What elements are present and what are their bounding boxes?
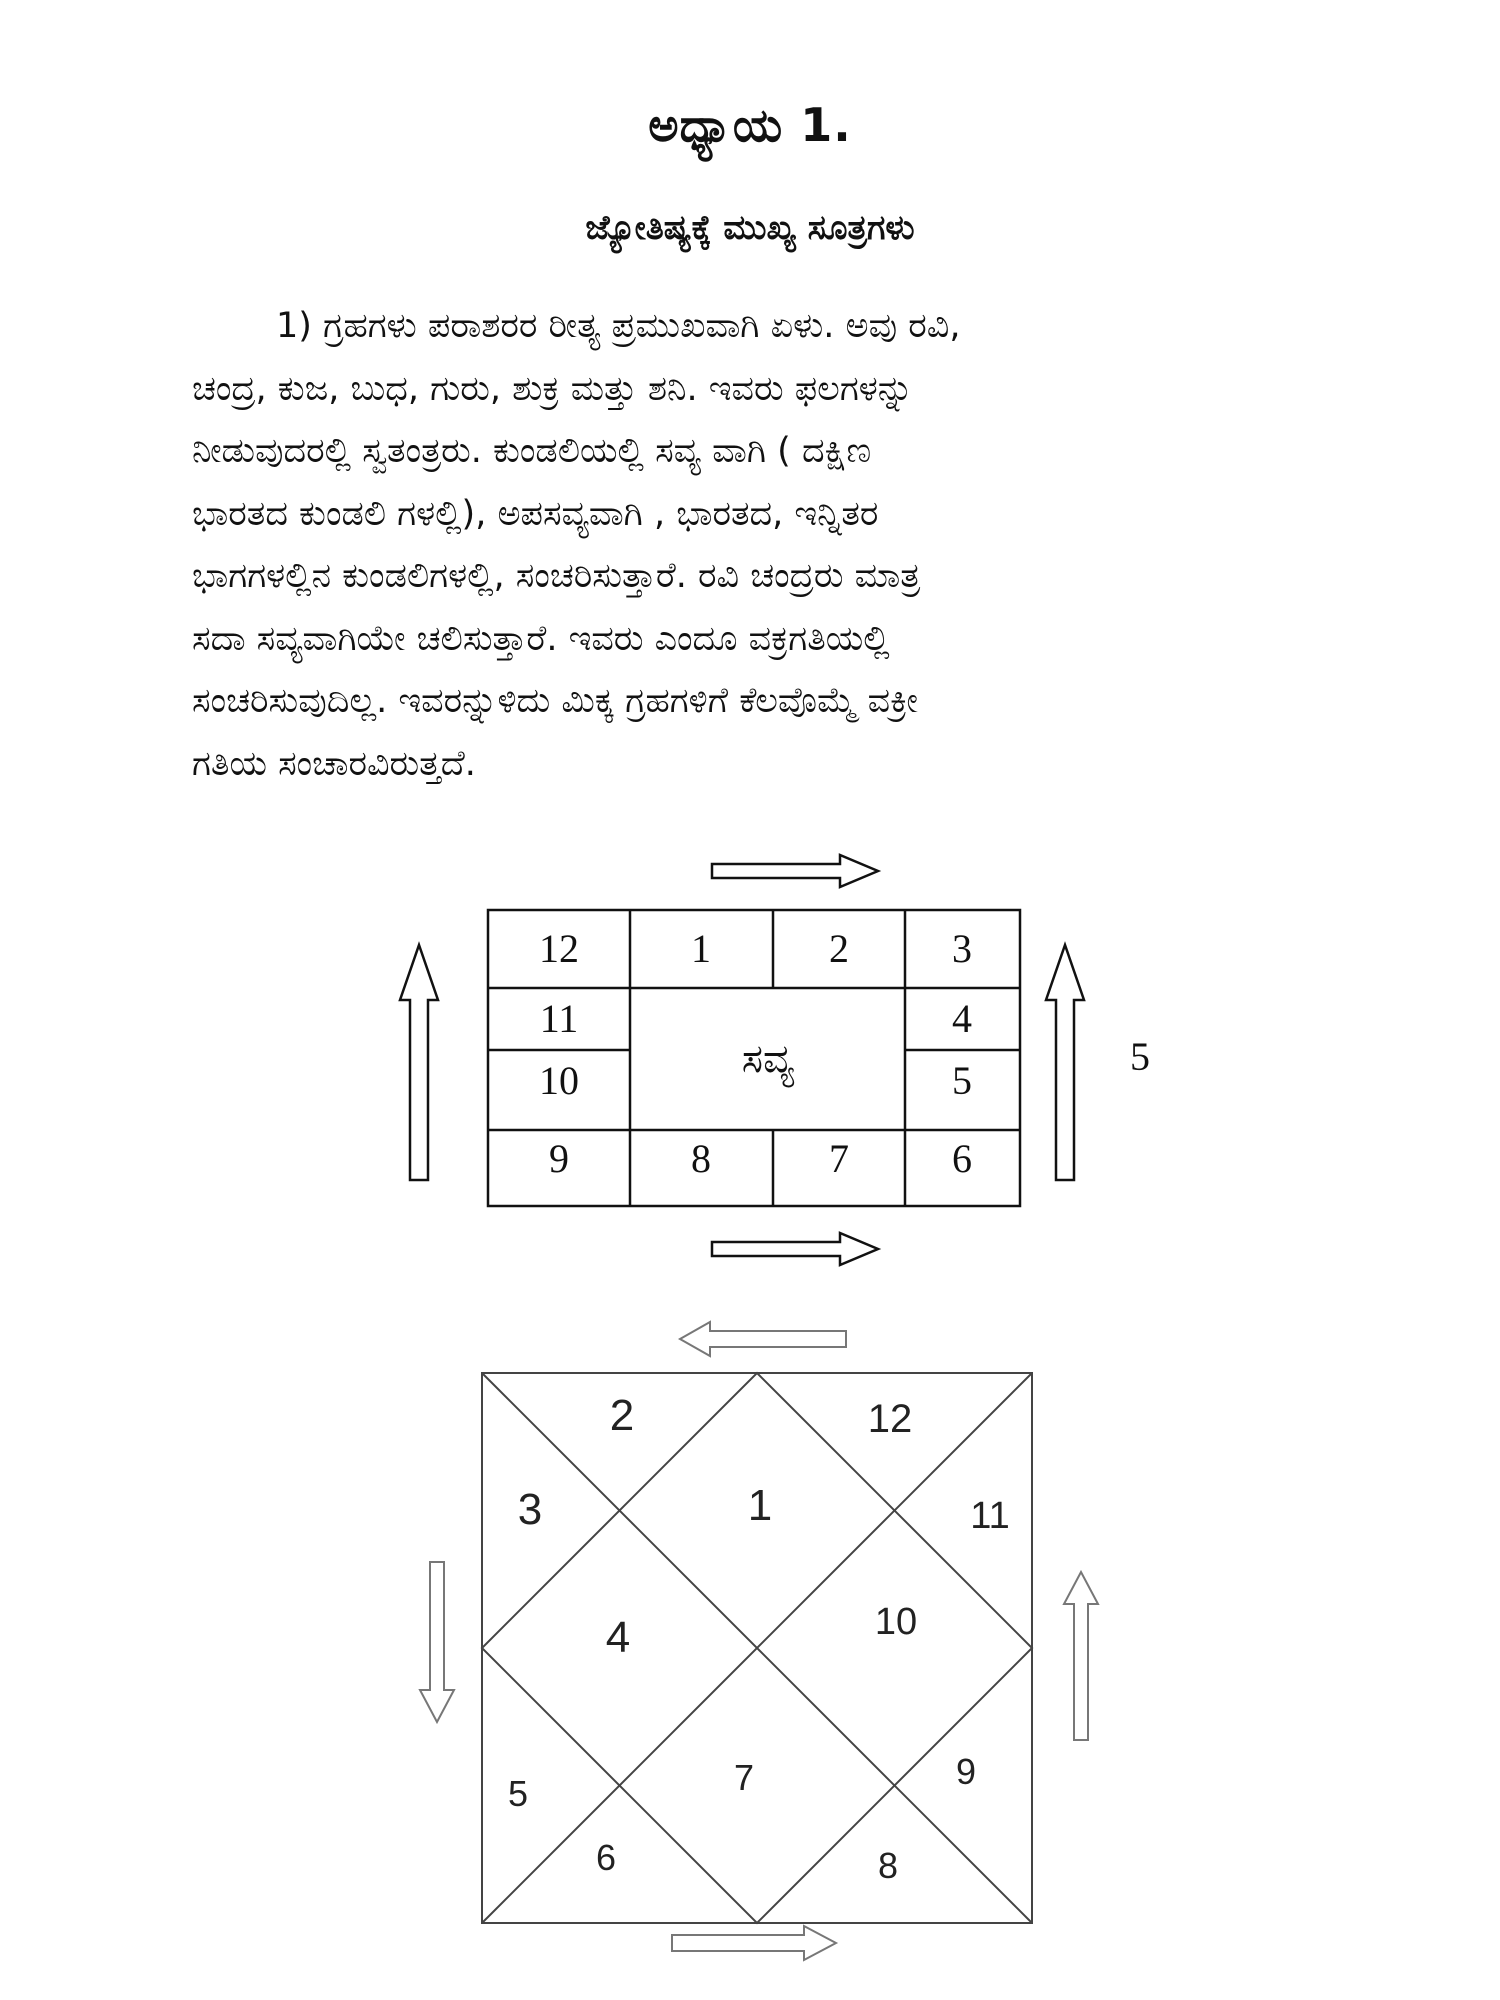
center-label: ಸವ್ಯ — [741, 1036, 795, 1082]
section-title: ಜ್ಯೋತಿಷ್ಯಕ್ಕೆ ಮುಖ್ಯ ಸೂತ್ರಗಳು — [585, 208, 915, 248]
house-12: 12 — [539, 926, 579, 971]
house-11: 11 — [539, 996, 579, 1041]
house-5: 5 — [507, 1773, 529, 1814]
arrow-left-icon — [680, 1322, 846, 1356]
paragraph-line: ಭಾರತದ ಕುಂಡಲಿ ಗಳಲ್ಲಿ), ಅಪಸವ್ಯವಾಗಿ , ಭಾರತದ, ಇನ್ನಿತರ — [192, 493, 879, 534]
side-note: 5 — [1130, 1034, 1150, 1079]
house-5: 5 — [952, 1058, 972, 1103]
arrow-up-icon — [1046, 945, 1084, 1180]
paragraph-line: ಚಂದ್ರ, ಕುಜ, ಬುಧ, ಗುರು, ಶುಕ್ರ ಮತ್ತು ಶನಿ. ಇವರು ಫಲಗಳನ್ನು — [192, 368, 914, 409]
house-12: 12 — [867, 1397, 913, 1441]
house-6: 6 — [952, 1136, 972, 1181]
arrow-up-icon — [400, 945, 438, 1180]
south-indian-chart — [0, 840, 1500, 1280]
house-1: 1 — [747, 1481, 773, 1530]
house-1: 1 — [691, 926, 711, 971]
house-8: 8 — [877, 1845, 899, 1886]
house-10: 10 — [539, 1058, 579, 1103]
arrow-right-icon — [712, 855, 878, 887]
house-2: 2 — [829, 926, 849, 971]
house-8: 8 — [691, 1136, 711, 1181]
north-chart-arrows — [420, 1322, 1098, 1960]
house-9: 9 — [549, 1136, 569, 1181]
house-4: 4 — [605, 1613, 631, 1662]
house-4: 4 — [952, 996, 972, 1041]
paragraph-line: ನೀಡುವುದರಲ್ಲಿ ಸ್ವತಂತ್ರರು. ಕುಂಡಲಿಯಲ್ಲಿ ಸವ್ಯ ವಾಗಿ ( ದಕ್ಷಿಣ — [192, 431, 872, 471]
house-10: 10 — [874, 1601, 918, 1643]
house-11: 11 — [970, 1495, 1010, 1537]
paragraph-line: ಸದಾ ಸವ್ಯವಾಗಿಯೇ ಚಲಿಸುತ್ತಾರೆ. ಇವರು ಎಂದೂ ವಕ್ರಗತಿಯಲ್ಲಿ — [192, 618, 890, 659]
arrow-down-icon — [420, 1562, 454, 1722]
house-2: 2 — [609, 1391, 635, 1440]
north-indian-chart — [0, 1300, 1500, 1980]
house-3: 3 — [952, 926, 972, 971]
body-paragraph — [192, 295, 1320, 795]
paragraph-line: ಗತಿಯ ಸಂಚಾರವಿರುತ್ತದೆ. — [192, 743, 476, 784]
house-6: 6 — [595, 1837, 617, 1878]
paragraph-line: ಭಾಗಗಳಲ್ಲಿನ ಕುಂಡಲಿಗಳಲ್ಲಿ, ಸಂಚರಿಸುತ್ತಾರೆ. ರವಿ ಚಂದ್ರರು ಮಾತ್ರ — [192, 556, 921, 596]
paragraph-line: ಸಂಚರಿಸುವುದಿಲ್ಲ. ಇವರನ್ನುಳಿದು ಮಿಕ್ಕ ಗ್ರಹಗಳಿಗೆ ಕೆಲವೊಮ್ಮೆ ವಕ್ರೀ — [192, 681, 919, 721]
chapter-title: ಅಧ್ಯಾಯ 1. — [648, 98, 852, 152]
paragraph-line: 1) ಗ್ರಹಗಳು ಪರಾಶರರ ರೀತ್ಯ ಪ್ರಮುಖವಾಗಿ ಏಳು. ಅವು ರವಿ, — [276, 306, 961, 346]
arrow-right-icon — [672, 1926, 836, 1960]
house-7: 7 — [829, 1136, 849, 1181]
arrow-right-icon — [712, 1233, 878, 1265]
arrow-up-icon — [1064, 1572, 1098, 1740]
house-7: 7 — [733, 1757, 755, 1798]
house-3: 3 — [517, 1485, 543, 1534]
house-9: 9 — [955, 1751, 977, 1792]
